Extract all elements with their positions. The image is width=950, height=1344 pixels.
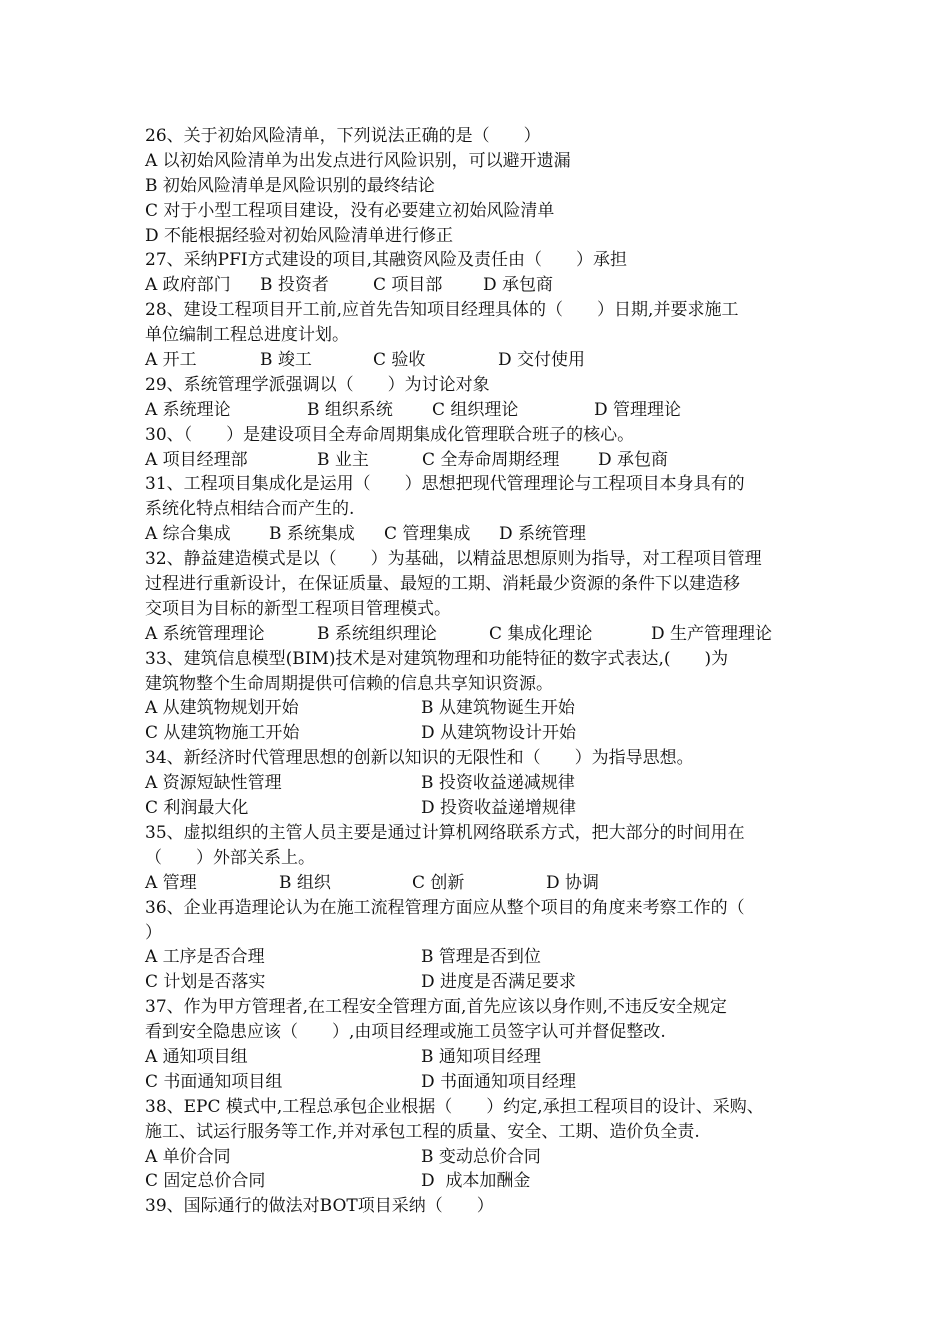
option-a: A 项目经理部 [145,449,248,470]
document-page [145,124,815,1219]
option-row [145,149,815,174]
option-row [145,1070,815,1095]
question-37 [145,995,815,1095]
option-d: D 系统管理 [499,524,587,545]
option-b: B 从建筑物诞生开始 [421,698,575,719]
option-d: D 不能根据经验对初始风险清单进行修正 [145,225,454,246]
question-text: 31、工程项目集成化是运用（ ）思想把现代管理理论与工程项目本身具有的 [145,474,745,495]
option-row [145,970,815,995]
option-c: C 利润最大化 [145,798,249,819]
question-text: 32、静益建造模式是以（ ）为基础，以精益思想原则为指导，对工程项目管理 [145,549,762,570]
option-row [145,622,815,647]
option-a: A 通知项目组 [145,1046,248,1067]
question-text: 27、采纳PFI方式建设的项目,其融资风险及责任由（ ）承担 [145,250,627,271]
option-b: B 通知项目经理 [421,1046,541,1067]
question-39 [145,1194,815,1219]
option-d: D 成本加酬金 [421,1171,531,1192]
question-38 [145,1095,815,1195]
option-b: B 变动总价合同 [421,1146,541,1167]
option-a: A 工序是否合理 [145,947,265,968]
option-row [145,945,815,970]
question-text: 34、新经济时代管理思想的创新以知识的无限性和（ ）为指导思想。 [145,748,694,769]
question-text: 33、建筑信息模型(BIM)技术是对建筑物理和功能特征的数字式表达,( )为 [145,648,729,669]
option-d: D 投资收益递增规律 [421,798,577,819]
question-text: 29、系统管理学派强调以（ ）为讨论对象 [145,374,490,395]
option-b: B 投资收益递减规律 [421,773,575,794]
question-text: 36、企业再造理论认为在施工流程管理方面应从整个项目的角度来考察工作的（ [145,897,745,918]
option-b: B 竣工 [260,350,312,371]
option-d: D 进度是否满足要求 [421,972,577,993]
option-row [145,871,815,896]
question-text: 看到安全隐患应该（ ）,由项目经理或施工员签字认可并督促整改. [145,1022,666,1043]
option-a: A 政府部门 [145,275,231,296]
option-b: B 管理是否到位 [421,947,541,968]
question-33 [145,647,815,747]
option-a: A 资源短缺性管理 [145,773,282,794]
question-text: 单位编制工程总进度计划。 [145,325,349,346]
option-c: C 组织理论 [432,399,519,420]
option-c: C 从建筑物施工开始 [145,723,300,744]
question-text: 系统化特点相结合而产生的. [145,499,355,520]
question-text: （ ）外部关系上。 [145,847,315,868]
option-c: C 验收 [373,350,426,371]
question-text: 过程进行重新设计，在保证质量、最短的工期、消耗最少资源的条件下以建造移 [145,574,740,595]
question-text: ） [145,922,162,943]
option-d: D 管理理论 [594,399,682,420]
question-text: 30、（ ）是建设项目全寿命周期集成化管理联合班子的核心。 [145,424,635,445]
option-d: D 承包商 [598,449,669,470]
option-row [145,771,815,796]
option-d: D 交付使用 [498,350,586,371]
option-c: C 管理集成 [384,524,471,545]
option-row [145,721,815,746]
option-row [145,1169,815,1194]
question-text: 28、建设工程项目开工前,应首先告知项目经理具体的（ ）日期,并要求施工 [145,300,739,321]
option-c: C 集成化理论 [489,623,593,644]
question-29 [145,373,815,423]
option-row [145,696,815,721]
option-row [145,348,815,373]
question-30 [145,423,815,473]
option-a: A 系统管理理论 [145,623,265,644]
option-b: B 系统组织理论 [317,623,437,644]
option-a: A 综合集成 [145,524,231,545]
option-row [145,224,815,249]
option-a: A 以初始风险清单为出发点进行风险识别，可以避开遗漏 [145,150,571,171]
option-a: A 开工 [145,350,197,371]
option-row [145,398,815,423]
option-c: C 书面通知项目组 [145,1071,283,1092]
option-c: C 创新 [412,872,465,893]
option-row [145,273,815,298]
option-d: D 从建筑物设计开始 [421,723,577,744]
option-a: A 系统理论 [145,399,231,420]
option-b: B 组织系统 [307,399,393,420]
option-c: C 全寿命周期经理 [422,449,560,470]
option-c: C 计划是否落实 [145,972,266,993]
option-b: B 组织 [279,872,331,893]
option-b: B 业主 [317,449,369,470]
question-27 [145,248,815,298]
option-c: C 项目部 [373,275,443,296]
option-b: B 初始风险清单是风险识别的最终结论 [145,175,435,196]
question-34 [145,746,815,821]
question-32 [145,547,815,647]
option-d: D 承包商 [483,275,554,296]
option-a: A 单价合同 [145,1146,231,1167]
question-text: 建筑物整个生命周期提供可信赖的信息共享知识资源。 [145,673,553,694]
question-26 [145,124,815,248]
option-b: B 系统集成 [269,524,355,545]
option-d: D 生产管理理论 [651,623,773,644]
option-d: D 书面通知项目经理 [421,1071,577,1092]
question-text: 施工、试运行服务等工作,并对承包工程的质量、安全、工期、造价负全责. [145,1121,700,1142]
option-a: A 从建筑物规划开始 [145,698,299,719]
option-row [145,199,815,224]
option-d: D 协调 [546,872,600,893]
option-row [145,174,815,199]
option-row [145,1045,815,1070]
question-text: 38、EPC 模式中,工程总承包企业根据（ ）约定,承担工程项目的设计、采购、 [145,1096,764,1117]
option-a: A 管理 [145,872,197,893]
question-text: 35、虚拟组织的主管人员主要是通过计算机网络联系方式，把大部分的时间用在 [145,822,745,843]
question-text: 37、作为甲方管理者,在工程安全管理方面,首先应该以身作则,不违反安全规定 [145,997,727,1018]
question-28 [145,298,815,373]
option-b: B 投资者 [260,275,329,296]
question-text: 交项目为目标的新型工程项目管理模式。 [145,598,451,619]
option-row [145,522,815,547]
option-c: C 固定总价合同 [145,1171,266,1192]
question-31 [145,472,815,547]
option-c: C 对于小型工程项目建设，没有必要建立初始风险清单 [145,200,555,221]
question-text: 39、国际通行的做法对BOT项目采纳（ ） [145,1196,494,1217]
question-36 [145,896,815,996]
option-row [145,1145,815,1170]
question-text: 26、关于初始风险清单，下列说法正确的是（ ） [145,126,541,146]
option-row [145,448,815,473]
option-row [145,796,815,821]
question-35 [145,821,815,896]
